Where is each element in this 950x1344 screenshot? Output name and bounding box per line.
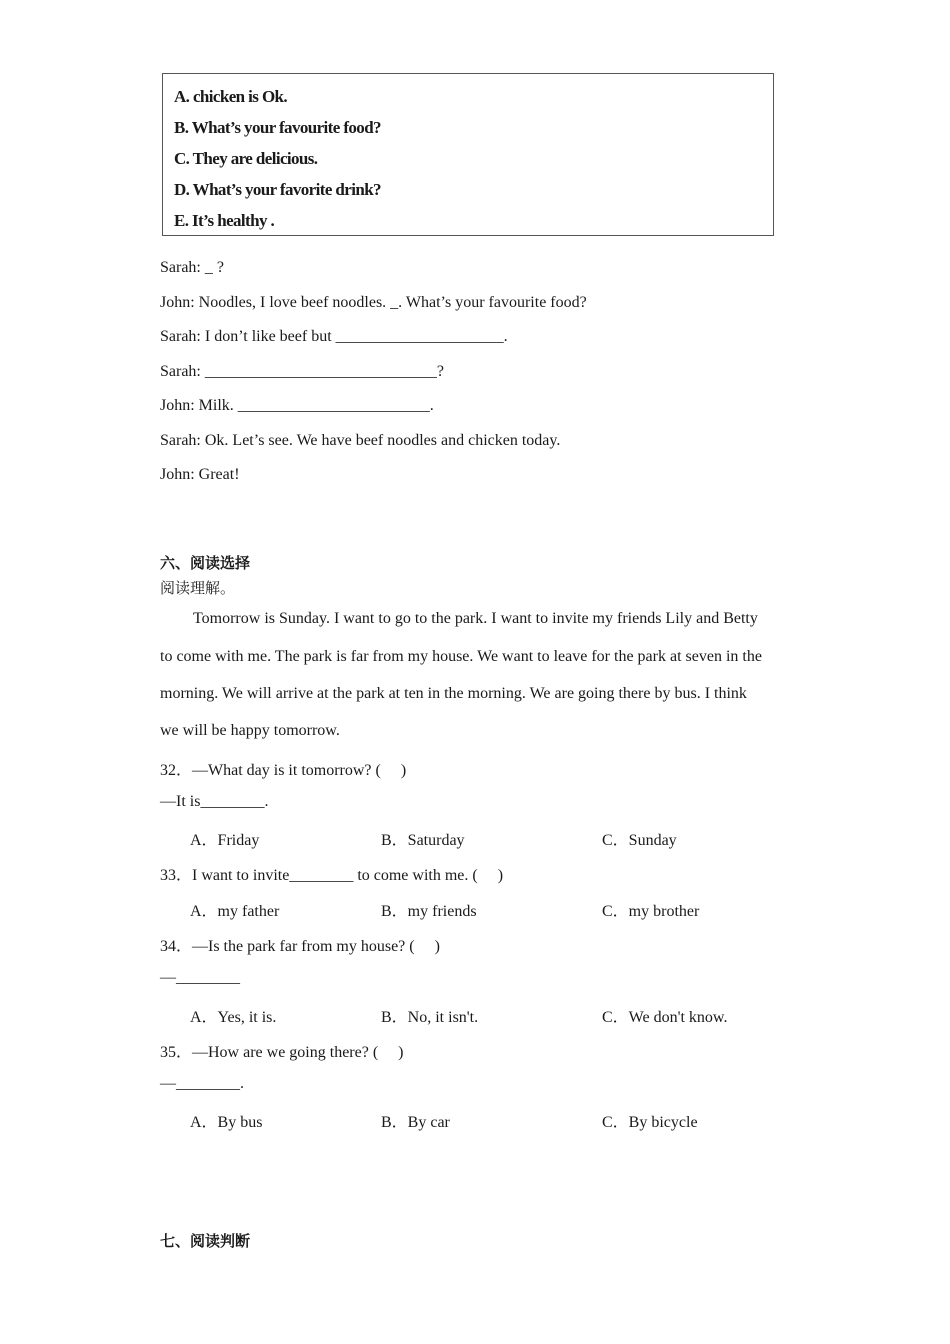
dialogue-line: John: Milk. ________________________.	[160, 397, 434, 414]
option-a[interactable]: A．my father	[190, 903, 280, 920]
options-box	[162, 73, 774, 236]
option-b[interactable]: B．By car	[381, 1114, 450, 1131]
question-sub: —________.	[160, 1075, 244, 1092]
option-b[interactable]: B．my friends	[381, 903, 477, 920]
passage-line: Tomorrow is Sunday. I want to go to the park. I want to invite my friends Lily and Betty	[193, 610, 758, 627]
question-stem: 32．—What day is it tomorrow? ( )	[160, 762, 407, 779]
option-a[interactable]: A．Yes, it is.	[190, 1009, 277, 1026]
question-stem: 35．—How are we going there? ( )	[160, 1044, 404, 1061]
question-stem: 34．—Is the park far from my house? ( )	[160, 938, 440, 955]
section-title: 七、阅读判断	[160, 1232, 251, 1250]
option-a: A. chicken is Ok.	[174, 87, 288, 106]
option-c[interactable]: C．By bicycle	[602, 1114, 698, 1131]
option-c: C. They are delicious.	[174, 149, 318, 168]
passage-line: morning. We will arrive at the park at ten in the morning. We are going there by bus. I think	[160, 685, 747, 702]
section-title: 六、阅读选择	[160, 554, 251, 572]
option-c[interactable]: C．We don't know.	[602, 1009, 728, 1026]
option-a[interactable]: A．Friday	[190, 832, 260, 849]
dialogue-line: Sarah: _____________________________?	[160, 363, 444, 380]
option-c[interactable]: C．my brother	[602, 903, 700, 920]
question-sub: —It is________.	[160, 793, 269, 810]
passage-line: we will be happy tomorrow.	[160, 722, 340, 739]
option-b: B. What’s your favourite food?	[174, 118, 381, 137]
question-sub: —________	[160, 969, 240, 986]
option-d: D. What’s your favorite drink?	[174, 180, 381, 199]
section-instruction: 阅读理解。	[160, 579, 236, 597]
dialogue-line: Sarah: _ ?	[160, 259, 224, 276]
dialogue-line: John: Great!	[160, 466, 240, 483]
option-c[interactable]: C．Sunday	[602, 832, 677, 849]
dialogue-line: Sarah: Ok. Let’s see. We have beef noodles and chicken today.	[160, 432, 561, 449]
option-e: E. It’s healthy .	[174, 211, 275, 230]
dialogue-line: John: Noodles, I love beef noodles. _. What’s your favourite food?	[160, 294, 587, 311]
question-stem: 33．I want to invite________ to come with me. ( )	[160, 867, 504, 884]
option-b[interactable]: B．No, it isn't.	[381, 1009, 479, 1026]
option-b[interactable]: B．Saturday	[381, 832, 465, 849]
passage-line: to come with me. The park is far from my house. We want to leave for the park at seven in the	[160, 648, 762, 665]
dialogue-line: Sarah: I don’t like beef but _____________________.	[160, 328, 508, 345]
option-a[interactable]: A．By bus	[190, 1114, 263, 1131]
